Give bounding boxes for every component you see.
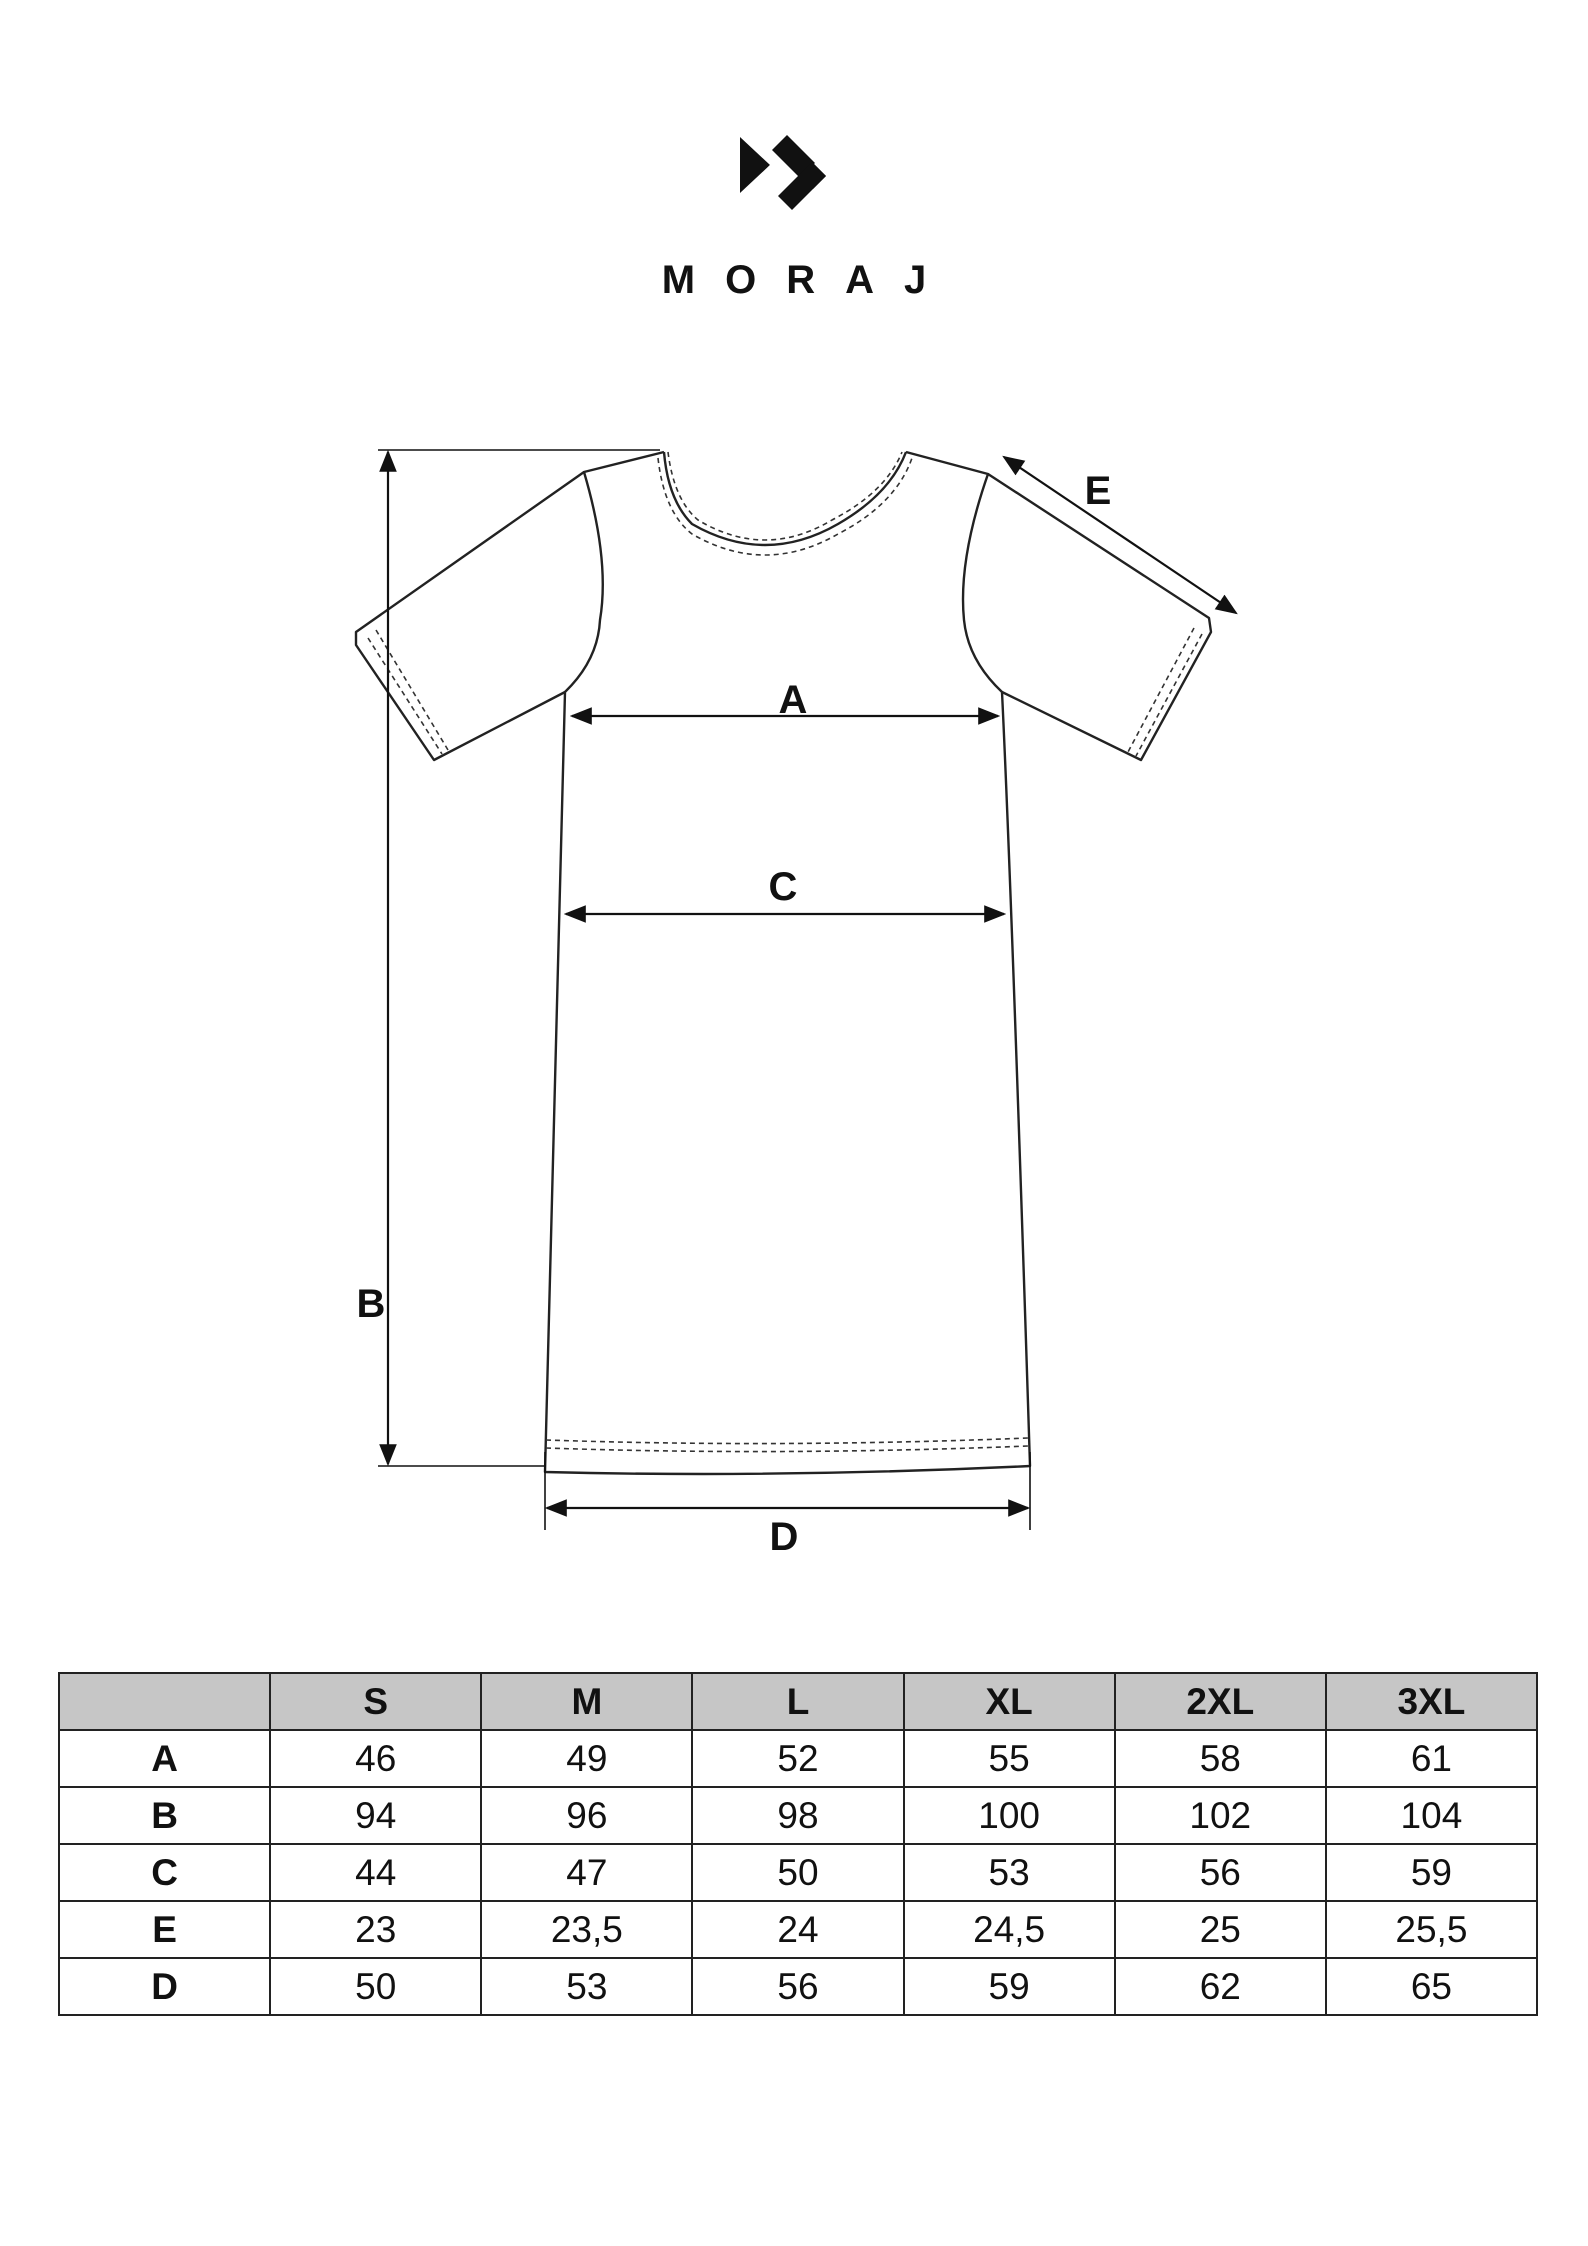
row-label: A — [59, 1730, 270, 1787]
table-row — [59, 1958, 1537, 2015]
table-cell: 56 — [692, 1958, 903, 2015]
table-header-row — [59, 1673, 1537, 1730]
table-row — [59, 1901, 1537, 1958]
table-row — [59, 1730, 1537, 1787]
dress-outline — [356, 452, 1211, 1474]
table-cell: 24 — [692, 1901, 903, 1958]
table-cell: 50 — [270, 1958, 481, 2015]
table-cell: 53 — [481, 1958, 692, 2015]
table-cell: 98 — [692, 1787, 903, 1844]
table-cell: 53 — [904, 1844, 1115, 1901]
label-e: E — [1084, 469, 1112, 513]
size-chart-table — [58, 1672, 1538, 2016]
table-cell: 25,5 — [1326, 1901, 1537, 1958]
row-label: B — [59, 1787, 270, 1844]
header-cell-size: S — [270, 1673, 481, 1730]
measure-line-e — [1004, 457, 1236, 613]
table-cell: 52 — [692, 1730, 903, 1787]
header-cell-size: M — [481, 1673, 692, 1730]
table-row — [59, 1844, 1537, 1901]
measurement-labels — [357, 469, 1112, 1559]
table-cell: 49 — [481, 1730, 692, 1787]
label-b: B — [356, 1282, 386, 1326]
table-cell: 44 — [270, 1844, 481, 1901]
row-label: E — [59, 1901, 270, 1958]
header-cell-size: 3XL — [1326, 1673, 1537, 1730]
table-cell: 46 — [270, 1730, 481, 1787]
row-label: D — [59, 1958, 270, 2015]
table-cell: 94 — [270, 1787, 481, 1844]
table-cell: 65 — [1326, 1958, 1537, 2015]
row-label: C — [59, 1844, 270, 1901]
table-cell: 55 — [904, 1730, 1115, 1787]
header-cell-empty — [59, 1673, 270, 1730]
table-cell: 56 — [1115, 1844, 1326, 1901]
table-cell: 24,5 — [904, 1901, 1115, 1958]
header-cell-size: XL — [904, 1673, 1115, 1730]
table-cell: 100 — [904, 1787, 1115, 1844]
table-cell: 23,5 — [481, 1901, 692, 1958]
table-cell: 23 — [270, 1901, 481, 1958]
stitching — [368, 452, 1202, 1452]
header-cell-size: L — [692, 1673, 903, 1730]
measurement-lines — [378, 450, 1236, 1530]
table-cell: 102 — [1115, 1787, 1326, 1844]
label-d: D — [769, 1515, 799, 1559]
table-cell: 58 — [1115, 1730, 1326, 1787]
table-cell: 61 — [1326, 1730, 1537, 1787]
table-cell: 96 — [481, 1787, 692, 1844]
table-cell: 62 — [1115, 1958, 1326, 2015]
header-cell-size: 2XL — [1115, 1673, 1326, 1730]
brand-name: MORAJ — [661, 258, 957, 302]
table-cell: 59 — [1326, 1844, 1537, 1901]
label-c: C — [768, 865, 798, 909]
table-cell: 104 — [1326, 1787, 1537, 1844]
table-cell: 47 — [481, 1844, 692, 1901]
table-cell: 25 — [1115, 1901, 1326, 1958]
table-cell: 50 — [692, 1844, 903, 1901]
label-a: A — [778, 678, 808, 722]
table-cell: 59 — [904, 1958, 1115, 2015]
table-row — [59, 1787, 1537, 1844]
